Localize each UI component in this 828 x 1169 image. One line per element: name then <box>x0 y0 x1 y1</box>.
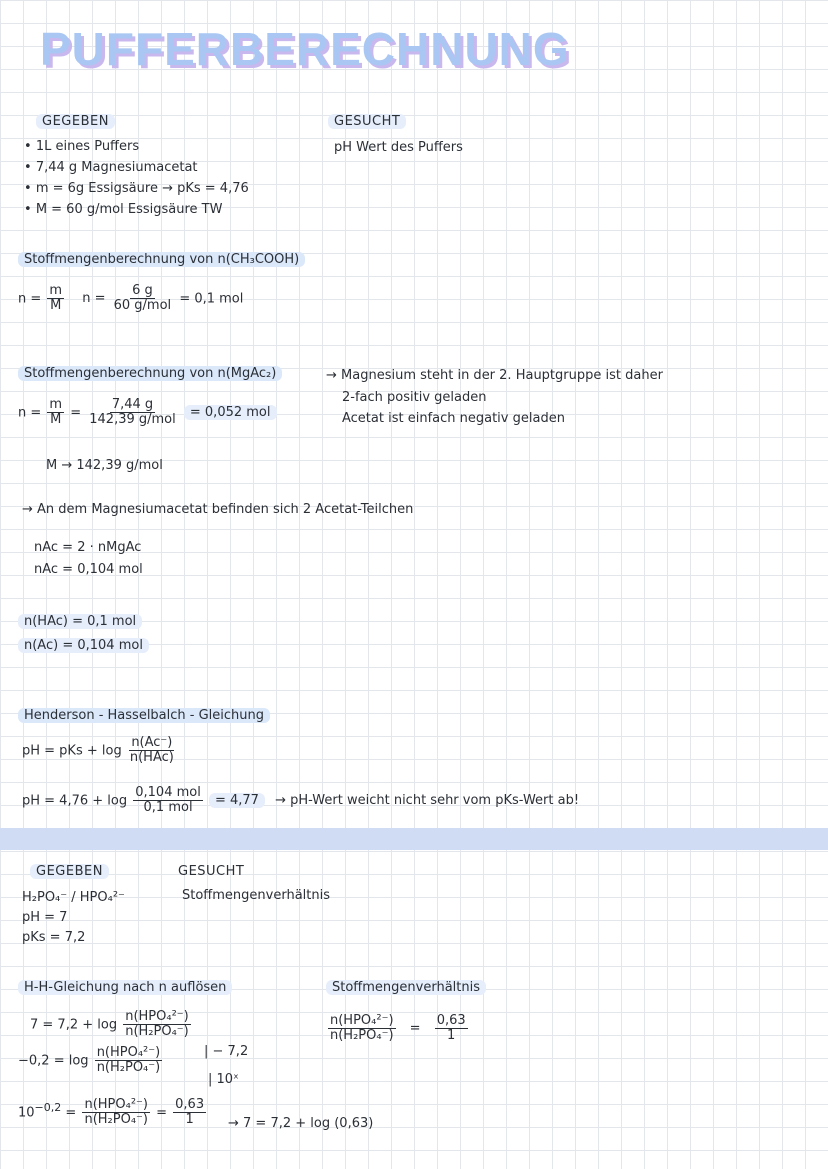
calc2-molar: M → 142,39 g/mol <box>46 458 163 473</box>
eq2-num: n(HPO₄²⁻) <box>96 1045 161 1060</box>
hh-den: n(HAc) <box>129 750 174 766</box>
calc1-heading: Stoffmengenberechnung von n(CH₃COOH) <box>18 252 305 267</box>
eq1-den: n(H₂PO₄⁻) <box>125 1024 189 1040</box>
eq3 <box>18 1098 208 1128</box>
eq2-den: n(H₂PO₄⁻) <box>96 1060 161 1076</box>
calc1-lhs: n = <box>18 291 42 307</box>
ratio-den: 1 <box>447 1028 456 1044</box>
section-divider <box>0 828 828 850</box>
calc1-formula <box>18 284 243 314</box>
given-item: • M = 60 g/mol Essigsäure TW <box>24 199 249 220</box>
given-item-2: pH = 7 <box>22 910 68 925</box>
calc2-lhs: n = <box>18 405 42 421</box>
hh-heading: Henderson - Hasselbalch - Gleichung <box>18 708 270 723</box>
eq1-num: n(HPO₄²⁻) <box>125 1009 189 1024</box>
ratio-heading: Stoffmengenverhältnis <box>326 980 486 995</box>
hh-calc-num: 0,104 mol <box>135 785 201 800</box>
calc1-M: M <box>50 298 62 314</box>
hh-calc-lhs: pH = 4,76 + log <box>22 793 128 809</box>
hh-formula <box>22 736 178 766</box>
given-item: • 7,44 g Magnesiumacetat <box>24 157 249 178</box>
ratio-result <box>326 1014 470 1044</box>
given-item-2: pKs = 7,2 <box>22 930 86 945</box>
hh-calc <box>22 786 579 816</box>
eq2-lhs: −0,2 = log <box>18 1053 89 1069</box>
eq3-den: 1 <box>185 1112 194 1128</box>
calc2-note2: 2-fach positiv geladen <box>342 390 487 405</box>
ratio-num-n: n(HPO₄²⁻) <box>330 1013 394 1028</box>
given-label-2: GEGEBEN <box>30 864 109 879</box>
calc1-n: n = <box>82 291 106 307</box>
eq3-exp: −0,2 <box>34 1100 62 1114</box>
sought-text-2: Stoffmengenverhältnis <box>182 888 330 903</box>
sought-text: pH Wert des Puffers <box>334 140 463 155</box>
calc1-result: = 0,1 mol <box>179 291 244 307</box>
given-item-2: H₂PO₄⁻ / HPO₄²⁻ <box>22 890 125 905</box>
eq3-num-n: n(HPO₄²⁻) <box>84 1097 148 1112</box>
calc1-m: m <box>49 283 63 298</box>
given-list-2 <box>22 888 125 948</box>
calc2-M: M <box>50 412 62 428</box>
acetate-note: → An dem Magnesiumacetat befinden sich 2 Acetat-Teilchen <box>22 502 414 517</box>
sought-label-2: GESUCHT <box>178 864 245 879</box>
solve-heading: H-H-Gleichung nach n auflösen <box>18 980 232 995</box>
given-item: • m = 6g Essigsäure → pKs = 4,76 <box>24 178 249 199</box>
ratio-eq: = <box>409 1021 421 1037</box>
hh-calc-den: 0,1 mol <box>143 800 193 816</box>
sought-label: GESUCHT <box>328 114 406 129</box>
given-label: GEGEBEN <box>36 114 115 129</box>
eq1-lhs: 7 = 7,2 + log <box>30 1017 118 1033</box>
hh-calc-result: = 4,77 <box>209 793 265 808</box>
calc2-result: = 0,052 mol <box>184 405 277 420</box>
calc2-eq: = <box>70 405 82 421</box>
nac-line1: nAc = 2 · nMgAc <box>34 540 142 555</box>
hh-note: → pH-Wert weicht nicht sehr vom pKs-Wert ab! <box>275 793 580 809</box>
nac: n(Ac) = 0,104 mol <box>18 638 149 653</box>
eq3-eq: = <box>65 1105 77 1121</box>
calc2-num: 7,44 g <box>111 397 154 412</box>
calc1-den: 60 g/mol <box>113 298 172 314</box>
eq1 <box>30 1010 193 1040</box>
hh-lhs: pH = pKs + log <box>22 743 122 759</box>
calc1-num: 6 g <box>132 283 153 298</box>
given-list <box>24 136 249 220</box>
ratio-den-n: n(H₂PO₄⁻) <box>330 1028 394 1044</box>
calc2-heading: Stoffmengenberechnung von n(MgAc₂) <box>18 366 282 381</box>
given-item: • 1L eines Puffers <box>24 136 249 157</box>
eq3-num: 0,63 <box>175 1097 205 1112</box>
eq3-den-n: n(H₂PO₄⁻) <box>84 1112 148 1128</box>
op1: | − 7,2 <box>204 1044 249 1059</box>
nhac: n(HAc) = 0,1 mol <box>18 614 142 629</box>
calc2-den: 142,39 g/mol <box>89 412 176 428</box>
eq2 <box>18 1046 164 1076</box>
calc2-formula <box>18 398 277 428</box>
hh-num: n(Ac⁻) <box>131 735 173 750</box>
calc2-note3: Acetat ist einfach negativ geladen <box>342 411 565 426</box>
check: → 7 = 7,2 + log (0,63) <box>228 1116 374 1131</box>
eq3-eq2: = <box>156 1105 168 1121</box>
nac-line2: nAc = 0,104 mol <box>34 562 143 577</box>
ratio-num: 0,63 <box>436 1013 466 1028</box>
page-title: PUFFERBERECHNUNG <box>40 23 570 75</box>
calc2-m: m <box>49 397 63 412</box>
eq3-base: 10 <box>18 1105 35 1121</box>
op2: | 10ˣ <box>208 1072 239 1087</box>
calc2-note1: → Magnesium steht in der 2. Hauptgruppe ist daher <box>326 368 663 383</box>
